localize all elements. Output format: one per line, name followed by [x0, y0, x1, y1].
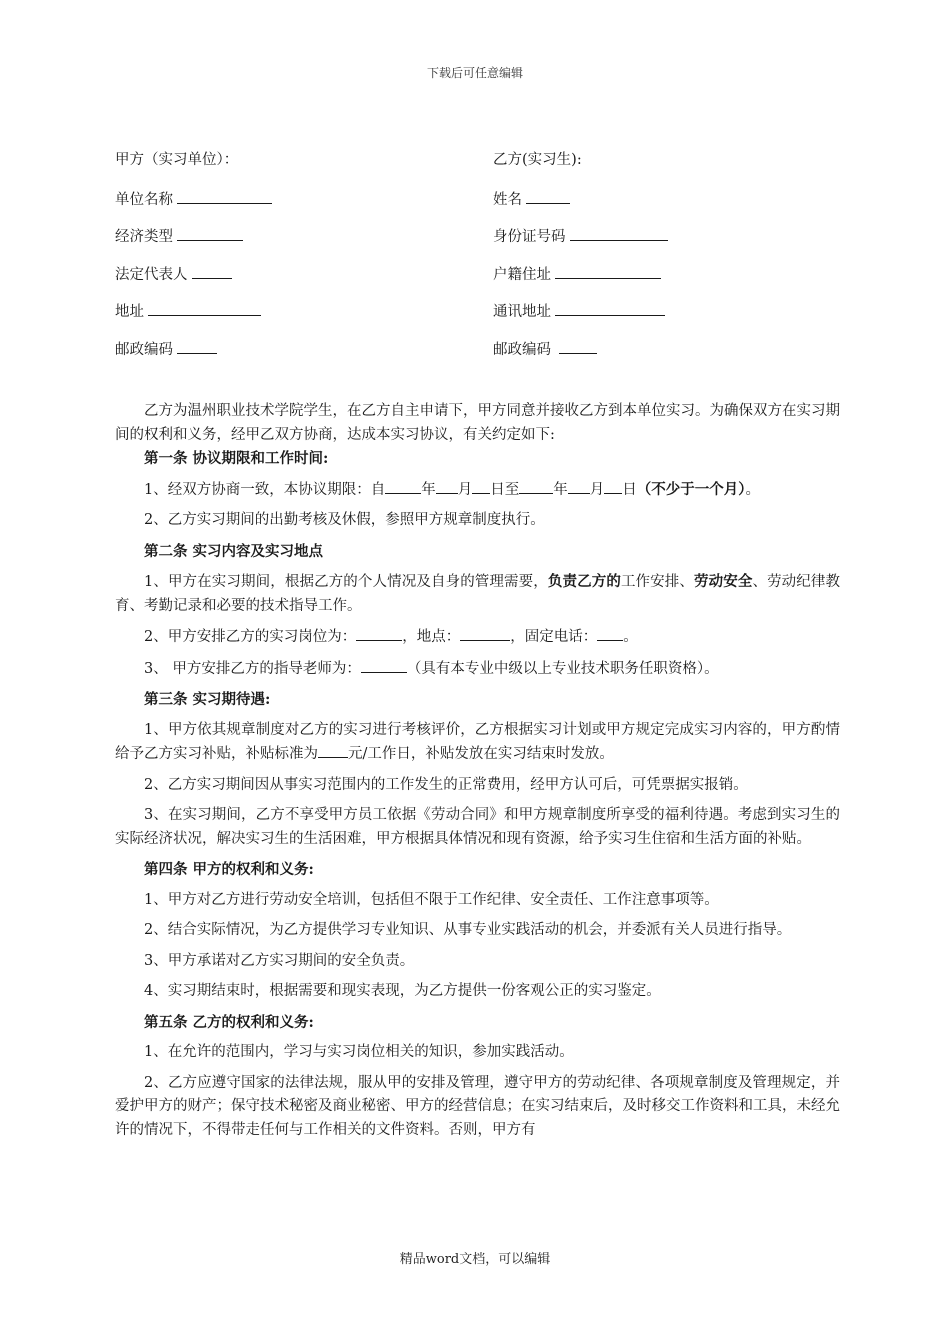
article-2-heading: 第二条 实习内容及实习地点	[144, 542, 324, 560]
page-footer: 精品word文档，可以编辑	[399, 1252, 551, 1267]
article-3-item-2: 2、乙方实习期间因从事实习范围内的工作发生的正常费用，经甲方认可后，可凭票据实报销。	[144, 776, 748, 793]
legal-rep-label: 法定代表人	[115, 266, 188, 283]
legal-rep-field[interactable]	[192, 263, 232, 279]
mail-addr-field[interactable]	[555, 300, 665, 316]
party-a-econ-type-row	[115, 225, 475, 263]
party-a-postcode-row	[115, 338, 475, 376]
party-b-name-row	[493, 188, 853, 226]
article-5-item-2: 2、乙方应遵守国家的法律法规，服从甲的安排及管理，遵守甲方的劳动纪律、各项规章制度及管理规定，并爱护甲方的财产；保守技术秘密及商业秘密、甲方的经营信息；在实习结束后，及时移交工作资料和工具，未经允许的情况下，不得带走任何与工作相关的文件资料。否则，甲方有	[115, 1074, 840, 1138]
article-1-item-2: 2、乙方实习期间的出勤考核及休假，参照甲方规章制度执行。	[144, 512, 545, 528]
household-addr-label: 户籍住址	[493, 266, 551, 283]
unit-name-field[interactable]	[177, 188, 272, 204]
article-2-item-3: 3、 甲方安排乙方的指导老师为： （具有本专业中级以上专业技术职务任职资格）。	[115, 657, 840, 682]
postcode-a-field[interactable]	[177, 338, 217, 354]
mail-addr-label: 通讯地址	[493, 304, 551, 320]
end-year-field[interactable]	[519, 478, 553, 494]
postcode-a-label: 邮政编码	[115, 341, 173, 358]
id-number-label: 身份证号码	[493, 229, 566, 245]
household-addr-field[interactable]	[555, 263, 661, 279]
party-b-title: 乙方(实习生):	[493, 152, 582, 168]
article-4-heading: 第四条 甲方的权利和义务:	[144, 861, 314, 878]
start-month-field[interactable]	[436, 478, 458, 494]
econ-type-label: 经济类型	[115, 229, 173, 245]
article-3-heading: 第三条 实习期待遇:	[144, 691, 271, 708]
article-2-item-1: 1、甲方在实习期间，根据乙方的个人情况及自身的管理需要，负责乙方的工作安排、劳动安全、劳动纪律教育、考勤记录和必要的技术指导工作。	[115, 573, 841, 614]
article-5-item-1: 1、在允许的范围内，学习与实习岗位相关的知识，参加实践活动。	[144, 1044, 574, 1060]
article-4-item-4: 4、实习期结束时，根据需要和现实表现，为乙方提供一份客观公正的实习鉴定。	[144, 983, 661, 999]
agreement-body	[115, 400, 840, 1149]
econ-type-field[interactable]	[177, 225, 243, 241]
location-field[interactable]	[460, 625, 510, 641]
article-5-heading: 第五条 乙方的权利和义务:	[144, 1013, 314, 1031]
party-b-household-row	[493, 263, 853, 301]
article-4-item-1: 1、甲方对乙方进行劳动安全培训，包括但不限于工作纪律、安全责任、工作注意事项等。	[144, 891, 719, 908]
end-month-field[interactable]	[568, 478, 590, 494]
party-b-block	[493, 150, 853, 375]
start-day-field[interactable]	[472, 478, 490, 494]
name-label: 姓名	[493, 191, 522, 208]
mentor-field[interactable]	[361, 657, 407, 673]
post-field[interactable]	[356, 625, 402, 641]
unit-name-label: 单位名称	[115, 191, 173, 208]
allowance-field[interactable]	[318, 742, 348, 758]
start-year-field[interactable]	[385, 478, 421, 494]
party-a-address-row	[115, 300, 475, 338]
party-b-postcode-row	[493, 338, 853, 376]
postcode-b-field[interactable]	[559, 338, 597, 354]
party-a-title: 甲方（实习单位）：	[115, 152, 239, 168]
party-b-id-row	[493, 225, 853, 263]
address-label: 地址	[115, 304, 144, 320]
article-4-item-3: 3、甲方承诺对乙方实习期间的安全负责。	[144, 952, 415, 969]
article-4-item-2: 2、结合实际情况，为乙方提供学习专业知识、从事专业实践活动的机会，并委派有关人员进行指导。	[144, 922, 792, 938]
party-a-block	[115, 150, 475, 375]
party-b-mail-row	[493, 300, 853, 338]
postcode-b-label: 邮政编码	[493, 341, 551, 358]
address-field[interactable]	[148, 300, 261, 316]
article-2-item-2: 2、甲方安排乙方的实习岗位为： ，地点： ，固定电话： 。	[115, 625, 840, 650]
article-3-item-1: 1、甲方依其规章制度对乙方的实习进行考核评价，乙方根据实习计划或甲方规定完成实习内容的，甲方酌情给予乙方实习补贴，补贴标准为 元/工作日，补贴发放在实习结束时发放。	[115, 721, 840, 762]
party-a-unit-name-row	[115, 188, 475, 226]
intro-paragraph: 乙方为温州职业技术学院学生，在乙方自主申请下，甲方同意并接收乙方到本单位实习。为确保双方在实习期间的权利和义务，经甲乙双方协商，达成本实习协议，有关约定如下:	[115, 403, 840, 443]
party-a-legal-rep-row	[115, 263, 475, 301]
end-day-field[interactable]	[604, 478, 622, 494]
article-1-item-1: 1、经双方协商一致，本协议期限：自 年 月 日至 年 月 日（不少于一个月）。	[115, 478, 840, 503]
name-field[interactable]	[526, 188, 570, 204]
phone-field[interactable]	[597, 625, 623, 641]
id-number-field[interactable]	[570, 225, 668, 241]
article-1-heading: 第一条 协议期限和工作时间:	[144, 450, 329, 467]
page-header: 下载后可任意编辑	[426, 66, 523, 80]
article-3-item-3: 3、在实习期间，乙方不享受甲方员工依据《劳动合同》和甲方规章制度所享受的福利待遇。考虑到实习生的实际经济状况，解决实习生的生活困难，甲方根据具体情况和现有资源，给予实习生住宿和生活方面的补贴。	[115, 807, 840, 847]
